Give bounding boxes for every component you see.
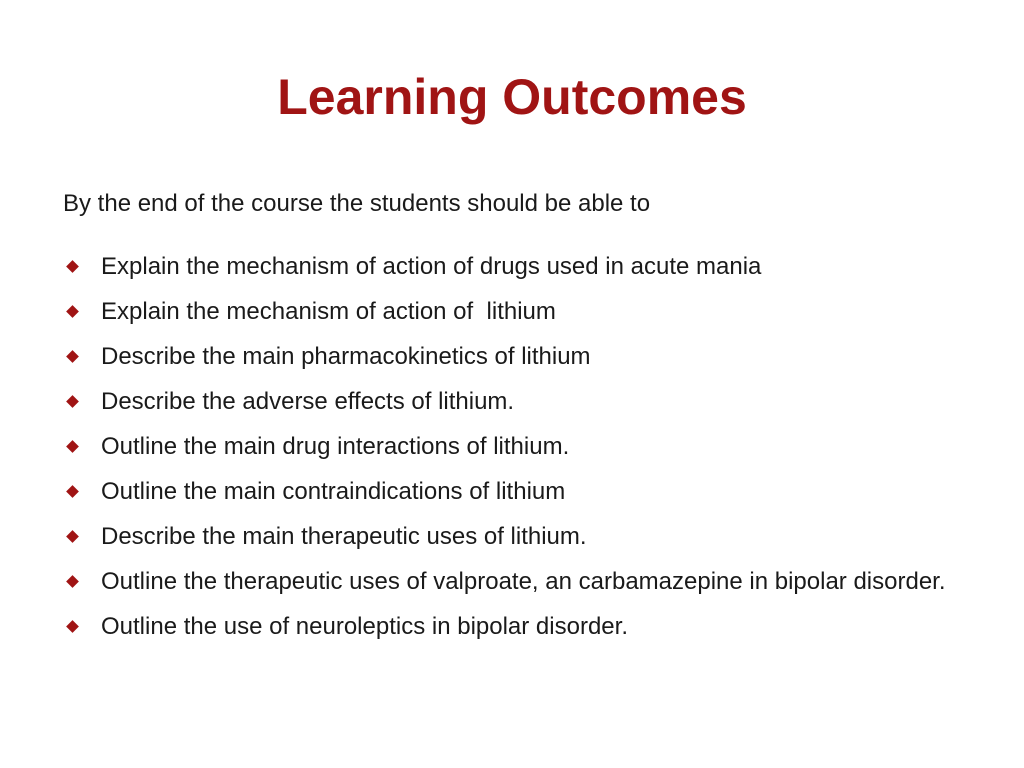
diamond-bullet-icon — [66, 260, 79, 273]
list-item — [64, 519, 964, 555]
list-item — [64, 294, 964, 330]
intro-text: By the end of the course the students should be able to — [63, 190, 651, 217]
outcome-text: Outline the main contraindications of lithium — [101, 478, 566, 505]
list-item — [64, 474, 964, 510]
outcome-text: Describe the main pharmacokinetics of lithium — [101, 343, 591, 370]
outcome-text: Outline the use of neuroleptics in bipolar disorder. — [101, 613, 628, 640]
diamond-bullet-icon — [66, 440, 79, 453]
diamond-bullet-icon — [66, 395, 79, 408]
outcome-text: Describe the adverse effects of lithium. — [101, 388, 515, 415]
diamond-bullet-icon — [66, 620, 79, 633]
outcome-text: Explain the mechanism of action of lithium — [101, 298, 556, 325]
list-item — [64, 429, 964, 465]
diamond-bullet-icon — [66, 575, 79, 588]
diamond-bullet-icon — [66, 530, 79, 543]
diamond-bullet-icon — [66, 350, 79, 363]
outcome-text: Explain the mechanism of action of drugs used in acute mania — [101, 253, 762, 280]
list-item — [64, 564, 964, 600]
outcomes-list — [64, 249, 964, 654]
list-item — [64, 339, 964, 375]
list-item — [64, 249, 964, 285]
list-item — [64, 609, 964, 645]
outcome-text: Outline the therapeutic uses of valproate, an carbamazepine in bipolar disorder. — [101, 568, 946, 595]
slide-title: Learning Outcomes — [277, 69, 747, 125]
outcome-text: Outline the main drug interactions of lithium. — [101, 433, 570, 460]
outcome-text: Describe the main therapeutic uses of lithium. — [101, 523, 587, 550]
diamond-bullet-icon — [66, 485, 79, 498]
diamond-bullet-icon — [66, 305, 79, 318]
list-item — [64, 384, 964, 420]
